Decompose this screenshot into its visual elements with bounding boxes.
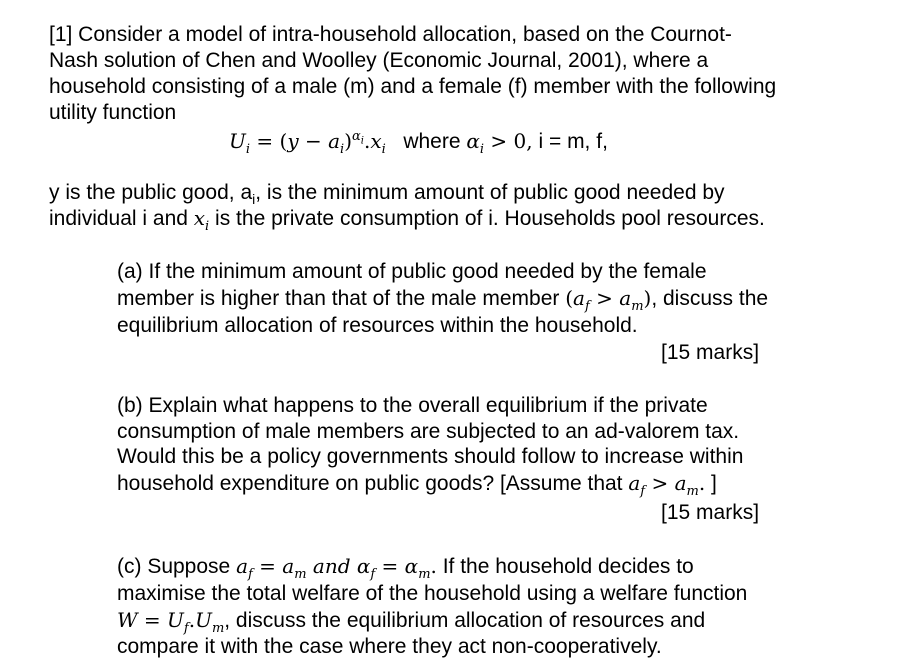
utility-formula <box>229 128 608 155</box>
alpha-condition: $\alpha_i > 0$, <box>466 129 533 157</box>
question-intro-line-2: Nash solution of Chen and Woolley (Economic Journal, 2001), where a <box>49 49 709 72</box>
part-b-line-4: household expenditure on public goods? [Assume that $a_f > a_m$. ] <box>117 471 717 499</box>
formula-where-label: where <box>403 130 461 153</box>
utility-expression: $U_i = (y - a_i)^{\alpha_i}.x_i$ <box>229 129 386 157</box>
part-c-line-3: $W = U_f.U_m$, discuss the equilibrium allocation of resources and <box>117 608 706 636</box>
question-intro-line-4: utility function <box>49 101 177 124</box>
question-intro-line-3: household consisting of a male (m) and a female (f) member with the following <box>49 75 777 98</box>
definition-line-2: individual i and $x_i$ is the private consumption of i. Households pool resources. <box>49 206 765 234</box>
part-b-line-1: (b) Explain what happens to the overall equilibrium if the private <box>117 394 708 417</box>
part-c-line-4: compare it with the case where they act non-cooperatively. <box>117 635 662 658</box>
part-b-line-2: consumption of male members are subjected to an ad-valorem tax. <box>117 420 740 443</box>
definition-line-1: y is the public good, $a_i$, is the minimum amount of public good needed by <box>49 181 725 208</box>
part-c-line-2: maximise the total welfare of the household using a welfare function <box>117 582 748 605</box>
part-b-marks: [15 marks] <box>661 501 760 524</box>
part-b-line-3: Would this be a policy governments should follow to increase within <box>117 445 744 468</box>
formula-index-label: i = m, f, <box>538 130 608 153</box>
question-intro-line-1: [1] Consider a model of intra-household allocation, based on the Cournot- <box>49 23 732 46</box>
part-a-marks: [15 marks] <box>661 341 760 364</box>
part-a-line-3: equilibrium allocation of resources within the household. <box>117 314 638 337</box>
part-a-line-1: (a) If the minimum amount of public good needed by the female <box>117 260 707 283</box>
part-a-line-2: member is higher than that of the male member $(a_f > a_m)$, discuss the <box>117 286 769 314</box>
part-c-line-1: (c) Suppose $a_f = a_m$ and $\alpha_f = \alpha_m$. If the household decides to <box>117 554 694 582</box>
